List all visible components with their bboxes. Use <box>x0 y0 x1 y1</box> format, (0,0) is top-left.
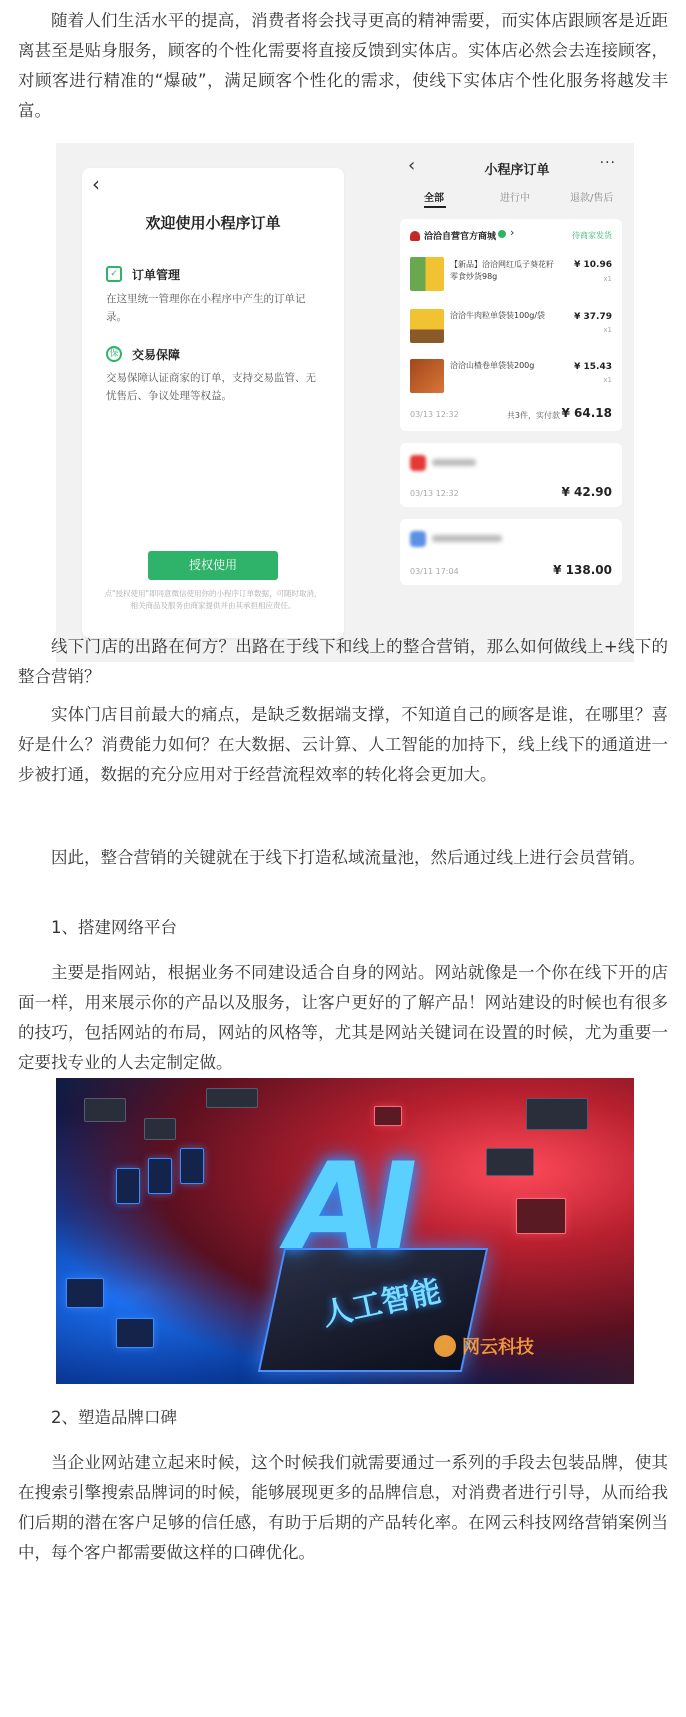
circuit-component <box>526 1098 588 1130</box>
section-heading: 2、塑造品牌口碑 <box>51 1408 177 1427</box>
circuit-component <box>180 1148 204 1184</box>
authorize-note: 点"授权使用"即同意微信使用你的小程序订单数据，可随时取消，相关商品及服务由商家提供并由其承担相应责任。 <box>104 589 322 610</box>
feature-title: 订单管理 <box>132 268 181 282</box>
shop-logo-icon <box>410 531 426 547</box>
circuit-component <box>148 1158 172 1194</box>
back-arrow-icon[interactable]: ‹ <box>408 155 416 176</box>
product-price: ¥ 10.96 <box>574 260 612 270</box>
shop-name: 洽洽自营官方商城 <box>424 232 497 242</box>
blurred-shop-name <box>432 459 476 466</box>
product-price: ¥ 37.79 <box>574 312 612 322</box>
more-icon[interactable]: ··· <box>599 155 616 171</box>
product-thumbnail <box>410 257 444 291</box>
blurred-shop-name <box>432 535 502 542</box>
watermark <box>434 1333 534 1359</box>
product-name: 洽洽山楂卷单袋装200g <box>450 361 535 370</box>
tab-in-progress[interactable]: 进行中 <box>500 193 530 204</box>
circuit-component <box>486 1148 534 1176</box>
authorize-button[interactable]: 授权使用 <box>148 551 278 580</box>
circuit-component <box>374 1106 402 1126</box>
circuit-component <box>84 1098 126 1122</box>
product-name: 【新品】洽洽网红瓜子葵花籽零食炒货98g <box>450 260 554 281</box>
welcome-title: 欢迎使用小程序订单 <box>145 214 281 232</box>
paragraph: 实体门店目前最大的痛点，是缺乏数据端支撑，不知道自己的顾客是谁，在哪里？喜好是什么？消费能力如何？在大数据、云计算、人工智能的加持下，线上线下的通道进一步被打通，数据的充分应用对于经营流程效率的转化将会更加大。 <box>18 705 668 784</box>
paragraph: 当企业网站建立起来时候，这个时候我们就需要通过一系列的手段去包装品牌，使其在搜索引擎搜索品牌词的时候，能够展现更多的品牌信息，对消费者进行引导，从而给我们后期的潜在客户足够的信任感，有助于后期的产品转化率。在网云科技网络营销案例当中，每个客户都需要做这样的口碑优化。 <box>18 1453 668 1562</box>
mini-program-order-screenshot <box>56 143 634 662</box>
ai-chinese-text: 人工智能 <box>319 1273 445 1334</box>
tab-indicator <box>424 206 446 208</box>
orders-panel <box>400 143 634 662</box>
product-price: ¥ 15.43 <box>574 362 612 372</box>
order-check-icon: ✓ <box>106 266 122 282</box>
paragraph: 随着人们生活水平的提高，消费者将会找寻更高的精神需要，而实体店跟顾客是近距离甚至是贴身服务，顾客的个性化需要将直接反馈到实体店。实体店必然会去连接顾客，对顾客进行精准的“爆破”，满足顾客个性化的需求，使线下实体店个性化服务将越发丰富。 <box>18 11 668 120</box>
order-total: ¥ 42.90 <box>561 485 612 499</box>
product-qty: x1 <box>603 326 612 334</box>
circuit-component <box>516 1198 566 1234</box>
product-qty: x1 <box>603 275 612 283</box>
product-thumbnail <box>410 359 444 393</box>
circuit-component <box>66 1278 104 1308</box>
shield-icon: 保 <box>106 346 122 362</box>
shop-logo-icon <box>410 231 420 241</box>
order-card[interactable] <box>400 219 622 431</box>
ai-text: AI <box>273 1138 424 1277</box>
chevron-right-icon: › <box>510 226 515 239</box>
feature-desc: 在这里统一管理你在小程序中产生的订单记录。 <box>106 293 306 323</box>
order-card[interactable] <box>400 443 622 507</box>
order-card[interactable] <box>400 519 622 585</box>
product-qty: x1 <box>603 376 612 384</box>
wangyun-logo-icon <box>434 1335 456 1357</box>
order-time: 03/13 12:32 <box>410 489 459 498</box>
shop-logo-icon <box>410 455 426 471</box>
circuit-component <box>116 1318 154 1348</box>
circuit-component <box>116 1168 140 1204</box>
welcome-card <box>82 168 344 638</box>
feature-desc: 交易保障认证商家的订单，支持交易监管、无忧售后、争议处理等权益。 <box>106 372 316 402</box>
paragraph: 主要是指网站，根据业务不同建设适合自身的网站。网站就像是一个你在线下开的店面一样，用来展示你的产品以及服务，让客户更好的了解产品！网站建设的时候也有很多的技巧，包括网站的布局，网站的风格等，尤其是网站关键词在设置的时候，尤为重要一定要找专业的人去定制定做。 <box>18 963 668 1072</box>
back-arrow-icon[interactable]: ‹ <box>92 172 100 196</box>
paragraph: 线下门店的出路在何方？出路在于线下和线上的整合营销，那么如何做线上+线下的整合营销？ <box>18 637 668 686</box>
feature-title: 交易保障 <box>132 348 181 362</box>
verified-badge-icon <box>498 230 506 238</box>
order-time: 03/11 17:04 <box>410 567 459 576</box>
circuit-component <box>206 1088 258 1108</box>
product-thumbnail <box>410 309 444 343</box>
paragraph: 因此，整合营销的关键就在于线下打造私域流量池，然后通过线上进行会员营销。 <box>51 848 645 867</box>
order-total: ¥ 138.00 <box>553 563 612 577</box>
order-total: ¥ 64.18 <box>561 406 612 420</box>
watermark-text: 网云科技 <box>462 1337 534 1358</box>
order-summary: 共3件，实付款 <box>506 411 560 420</box>
order-time: 03/13 12:32 <box>410 410 459 419</box>
tab-refund[interactable]: 退款/售后 <box>570 193 614 204</box>
orders-title: 小程序订单 <box>484 163 550 178</box>
circuit-component <box>144 1118 176 1140</box>
ai-chip-image <box>56 1078 634 1384</box>
section-heading: 1、搭建网络平台 <box>51 918 177 937</box>
order-status: 待商家发货 <box>572 231 612 240</box>
product-name: 洽洽牛肉粒单袋装100g/袋 <box>450 311 546 320</box>
tab-all[interactable]: 全部 <box>424 193 444 204</box>
